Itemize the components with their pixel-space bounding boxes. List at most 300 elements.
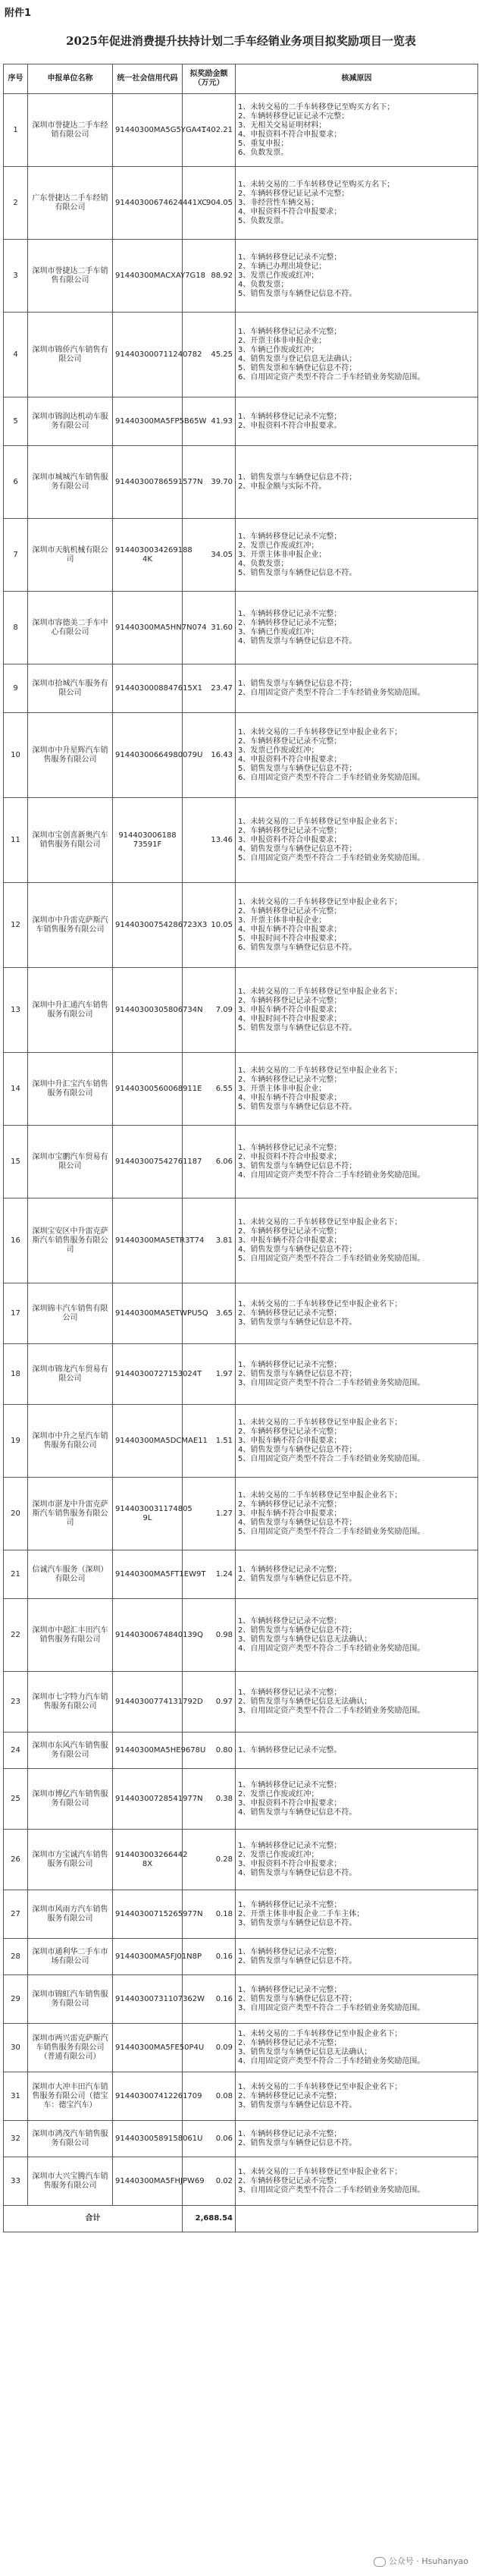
credit-code: 91440300674624441XC	[113, 167, 183, 240]
row-number: 28	[4, 1939, 28, 1975]
award-amount: 1.27	[183, 1478, 236, 1550]
reason-item: 3、申报资料不符合申报要求；	[238, 1798, 342, 1808]
reason-item: 1、未转交易的二手车转移登记至申报企业名下；	[238, 1299, 402, 1308]
reason-item: 4、申报车辆不符合申报要求；	[238, 1093, 342, 1102]
credit-code: 91440300MA5G5YGA4T	[113, 94, 183, 167]
award-amount: 0.09	[183, 2024, 236, 2072]
reason-item: 3、销售发票与车辆登记信息不符；	[238, 1161, 357, 1170]
reason-item: 4、销售发票与车辆登记信息不符；	[238, 1245, 357, 1254]
applicant-name: 深圳市誉捷达二手车经销有限公司	[28, 94, 113, 167]
credit-code: 91440300MACXAY7G18	[113, 240, 183, 313]
reason-item: 2、车辆转移登记记录不完整；	[238, 906, 342, 916]
reduction-reasons	[236, 968, 478, 1053]
reason-item: 3、销售发票与车辆登记信息不符。	[238, 1318, 357, 1327]
applicant-name: 深圳中升汇宝汽车销售服务有限公司	[28, 1053, 113, 1126]
applicant-name: 信诚汽车服务（深圳）有限公司	[28, 1550, 113, 1599]
table-row	[4, 1198, 478, 1283]
reason-item: 1、未转交易的二手车转移登记至申报企业名下；	[238, 2167, 402, 2176]
table-row	[4, 2121, 478, 2157]
reason-item: 4、销售发票与车辆登记信息不符；	[238, 844, 357, 853]
reason-item: 2、自用固定资产类型不符合二手车经销业务奖励范围。	[238, 688, 425, 697]
table-row	[4, 446, 478, 519]
row-number: 29	[4, 1975, 28, 2024]
reason-item: 3、销售发票与车辆登记信息不符。	[238, 2100, 357, 2109]
header-code: 统一社会信用代码	[113, 64, 183, 94]
reason-item: 1、未转交易的二手车转移登记至申报企业名下；	[238, 2029, 402, 2038]
applicant-name: 深圳市中升雷克萨斯汽车销售服务有限公司	[28, 883, 113, 968]
reason-item: 5、销售发票与车辆登记信息不符；	[238, 764, 357, 773]
reduction-reasons	[236, 1890, 478, 1939]
table-row	[4, 1830, 478, 1890]
reason-item: 1、车辆转移登记记录不完整；	[238, 253, 342, 262]
reason-item: 3、车辆已作废或红冲；	[238, 345, 319, 354]
reduction-reasons	[236, 1769, 478, 1830]
reason-item: 1、未转交易的二手车转移登记至申报企业名下；	[238, 817, 402, 826]
reduction-reasons	[236, 883, 478, 968]
header-no: 序号	[4, 64, 28, 94]
reason-item: 1、车辆转移登记记录不完整；	[238, 1900, 342, 1909]
row-number: 20	[4, 1478, 28, 1550]
reason-item: 3、无相关交易证明材料；	[238, 121, 327, 130]
credit-code: 91440300MA5FT1EW9T	[113, 1550, 183, 1599]
applicant-name: 深圳锦丰汽车销售有限公司	[28, 1283, 113, 1344]
total-amount: 2,688.54	[183, 2206, 236, 2232]
table-row	[4, 519, 478, 592]
award-table	[3, 64, 478, 2232]
reason-item: 2、销售发票与车辆登记信息不符；	[238, 1994, 357, 2003]
award-amount: 10.05	[183, 883, 236, 968]
award-amount: 13.46	[183, 798, 236, 883]
reduction-reasons	[236, 592, 478, 664]
reduction-reasons	[236, 798, 478, 883]
credit-code: 91440300MA5FJ01N8P	[113, 1939, 183, 1975]
award-amount: 904.05	[183, 167, 236, 240]
credit-code: 91440300754286723X3	[113, 883, 183, 968]
award-amount: 6.55	[183, 1053, 236, 1126]
reason-item: 6、自用固定资产类型不符合二手车经销业务奖励范围。	[238, 773, 425, 782]
reduction-reasons	[236, 313, 478, 397]
reason-item: 1、车辆转移登记记录不完整；	[238, 1688, 342, 1697]
reason-item: 2、车辆转移登记记录不完整；	[238, 996, 342, 1005]
credit-code: 9144030034269188 4K	[113, 519, 183, 592]
reason-item: 1、车辆转移登记记录不完整；	[238, 1616, 342, 1626]
reason-item: 3、开票主体非申报企业；	[238, 916, 327, 925]
total-reason-blank	[236, 2206, 478, 2232]
reason-item: 1、车辆转移登记记录不完整；	[238, 1985, 342, 1994]
credit-code: 91440300MA5ETR3T74	[113, 1198, 183, 1283]
reason-item: 4、自用固定资产类型不符合二手车经销业务奖励范围。	[238, 1644, 425, 1653]
reason-item: 1、车辆转移登记记录不完整；	[238, 412, 342, 421]
reason-item: 5、自用固定资产类型不符合二手车经销业务奖励范围。	[238, 1527, 425, 1536]
reason-item: 4、负数发票；	[238, 280, 289, 289]
attachment-label: 附件1	[5, 8, 32, 19]
reduction-reasons	[236, 1198, 478, 1283]
reason-item: 4、销售发票与登记信息无法确认；	[238, 354, 357, 363]
applicant-name: 深圳市鸿茂汽车销售服务有限公司	[28, 2121, 113, 2157]
reason-item: 2、申报资料不符合申报要求；	[238, 1152, 342, 1161]
applicant-name: 深圳市城城汽车销售服务有限公司	[28, 446, 113, 519]
reduction-reasons	[236, 1599, 478, 1672]
reduction-reasons	[236, 2024, 478, 2072]
award-amount: 1.24	[183, 1550, 236, 1599]
reason-item: 2、销售发票与车辆登记信息不符；	[238, 1369, 357, 1378]
reason-item: 3、自用固定资产类型不符合二手车经销业务奖励范围。	[238, 2185, 425, 2194]
award-amount: 0.18	[183, 1890, 236, 1939]
reason-item: 1、车辆转移登记记录不完整；	[238, 1780, 342, 1789]
reason-item: 1、未转交易的二手车转移登记至购买方名下；	[238, 102, 395, 112]
reason-item: 5、自用固定资产类型不符合二手车经销业务奖励范围。	[238, 853, 425, 862]
row-number: 14	[4, 1053, 28, 1126]
reason-item: 1、未转交易的二手车转移登记至购买方名下；	[238, 180, 395, 189]
row-number: 31	[4, 2072, 28, 2121]
credit-code: 9144030031174805 9L	[113, 1478, 183, 1550]
reason-item: 2、车辆转移登记证记录不完整；	[238, 112, 349, 121]
table-row	[4, 167, 478, 240]
reason-item: 4、申报资料不符合申报要求；	[238, 207, 342, 216]
table-row	[4, 1344, 478, 1405]
table-row	[4, 94, 478, 167]
applicant-name: 广东誉捷达二手车经销有限公司	[28, 167, 113, 240]
award-amount: 0.06	[183, 2121, 236, 2157]
reason-item: 4、销售发票与车辆登记信息不符。	[238, 1868, 357, 1877]
award-amount: 0.16	[183, 1975, 236, 2024]
award-amount: 3.81	[183, 1198, 236, 1283]
table-row	[4, 1890, 478, 1939]
applicant-name: 深圳市宝鹏汽车贸易有限公司	[28, 1126, 113, 1198]
reason-item: 1、未转交易的二手车转移登记至申报企业名下；	[238, 1491, 402, 1500]
reduction-reasons	[236, 1672, 478, 1733]
table-row	[4, 713, 478, 798]
table-row	[4, 1672, 478, 1733]
reason-item: 2、销售发票与车辆登记信息不符。	[238, 1956, 357, 1965]
reason-item: 3、申报车辆不符合申报要求；	[238, 1236, 342, 1245]
reason-item: 1、车辆转移登记记录不完整；	[238, 609, 342, 618]
reason-item: 1、未转交易的二手车转移登记至申报企业名下；	[238, 727, 402, 737]
table-row	[4, 592, 478, 664]
header-reason: 核减原因	[236, 64, 478, 94]
award-amount: 88.92	[183, 240, 236, 313]
reason-item: 1、未转交易的二手车转移登记至申报企业名下；	[238, 2082, 402, 2091]
row-number: 5	[4, 397, 28, 446]
reason-item: 4、申报资料不符合申报要求；	[238, 755, 342, 764]
reason-item: 3、销售发票与车辆登记信息无法确认；	[238, 2047, 372, 2056]
reason-item: 1、车辆转移登记记录不完整；	[238, 1841, 342, 1850]
reason-item: 3、自用固定资产类型不符合二手车经销业务奖励范围。	[238, 2003, 425, 2012]
reduction-reasons	[236, 1053, 478, 1126]
credit-code: 91440300674840139Q	[113, 1599, 183, 1672]
reason-item: 3、自用固定资产类型不符合二手车经销业务奖励范围。	[238, 1378, 425, 1387]
award-amount: 0.28	[183, 1830, 236, 1890]
applicant-name: 深圳市锦润达机动车服务有限公司	[28, 397, 113, 446]
table-row	[4, 798, 478, 883]
applicant-name: 深圳市锦侨汽车销售有限公司	[28, 313, 113, 397]
row-number: 30	[4, 2024, 28, 2072]
reason-item: 1、销售发票与车辆登记信息不符；	[238, 679, 357, 688]
credit-code: 91440300MA5HN7N074	[113, 592, 183, 664]
award-amount: 1.97	[183, 1344, 236, 1405]
reduction-reasons	[236, 1939, 478, 1975]
credit-code: 91440300731107362W	[113, 1975, 183, 2024]
reason-item: 4、自用固定资产类型不符合二手车经销业务奖励范围。	[238, 1170, 425, 1180]
reason-item: 6、自用固定资产类型不符合二手车经销业务奖励范围。	[238, 372, 425, 382]
reason-item: 2、销售发票与车辆登记信息不符；	[238, 1626, 357, 1635]
reduction-reasons	[236, 1126, 478, 1198]
reason-item: 2、车辆转移登记记录不完整；	[238, 1308, 342, 1318]
applicant-name: 深圳市博亿汽车销售服务有限公司	[28, 1769, 113, 1830]
credit-code: 91440300MA5FE50P4U	[113, 2024, 183, 2072]
applicant-name: 深圳市容德美二手车中心有限公司	[28, 592, 113, 664]
reason-item: 1、车辆转移登记记录不完整；	[238, 1143, 342, 1152]
table-row	[4, 1550, 478, 1599]
table-row	[4, 1053, 478, 1126]
reason-item: 2、车辆已办理出境登记；	[238, 262, 327, 271]
award-amount: 45.25	[183, 313, 236, 397]
award-amount: 39.70	[183, 446, 236, 519]
award-amount: 3.65	[183, 1283, 236, 1344]
reason-item: 4、自用固定资产类型不符合二手车经销业务奖励范围。	[238, 2056, 425, 2066]
reason-item: 6、负数发票。	[238, 148, 289, 157]
row-number: 3	[4, 240, 28, 313]
applicant-name: 深圳市宝创喜新奥汽车销售服务有限公司	[28, 798, 113, 883]
credit-code: 91440300MA5HE9678U	[113, 1733, 183, 1769]
credit-code: 91440300786591577N	[113, 446, 183, 519]
row-number: 12	[4, 883, 28, 968]
award-amount: 0.16	[183, 1939, 236, 1975]
credit-code: 91440300715265977N	[113, 1890, 183, 1939]
reason-item: 3、销售发票与车辆登记信息不符。	[238, 1918, 357, 1927]
row-number: 13	[4, 968, 28, 1053]
applicant-name: 深圳市锦虹汽车销售服务有限公司	[28, 1975, 113, 2024]
reason-item: 2、车辆转移登记证记录不完整；	[238, 189, 349, 198]
applicant-name: 深圳中升汇通汽车销售服务有限公司	[28, 968, 113, 1053]
table-row	[4, 240, 478, 313]
row-number: 26	[4, 1830, 28, 1890]
reason-item: 3、车辆已作废或红冲；	[238, 627, 319, 636]
reduction-reasons	[236, 519, 478, 592]
row-number: 15	[4, 1126, 28, 1198]
row-number: 19	[4, 1405, 28, 1478]
row-number: 11	[4, 798, 28, 883]
reason-item: 4、申报时间不符合申报要求；	[238, 1014, 342, 1023]
reduction-reasons	[236, 1344, 478, 1405]
reduction-reasons	[236, 1283, 478, 1344]
reason-item: 3、非经营性车辆交易；	[238, 198, 319, 207]
reduction-reasons	[236, 1550, 478, 1599]
award-amount: 0.02	[183, 2157, 236, 2206]
award-amount: 41.93	[183, 397, 236, 446]
reason-item: 4、申报车辆不符合申报要求；	[238, 925, 342, 934]
applicant-name: 深圳市大兴宝腾汽车销售服务有限公司	[28, 2157, 113, 2206]
applicant-name: 深圳市中升星辉汽车销售服务有限公司	[28, 713, 113, 798]
reason-item: 1、未转交易的二手车转移登记至申报企业名下；	[238, 1217, 402, 1227]
applicant-name: 深圳市通利华二手车市场有限公司	[28, 1939, 113, 1975]
table-row	[4, 1126, 478, 1198]
reason-item: 1、未转交易的二手车转移登记至申报企业名下；	[238, 897, 402, 906]
reduction-reasons	[236, 1975, 478, 2024]
applicant-name: 深圳市方宝诚汽车销售服务有限公司	[28, 1830, 113, 1890]
reason-item: 3、申报资料不符合申报要求；	[238, 1859, 342, 1868]
applicant-name: 深圳市大冲丰田汽车销售服务有限公司（德宝车：德宝汽车）	[28, 2072, 113, 2121]
reason-item: 2、发票已作废或红冲；	[238, 1789, 319, 1798]
reason-item: 5、销售发票和车辆登记信息不符；	[238, 363, 357, 372]
award-amount: 7.09	[183, 968, 236, 1053]
reason-item: 3、申报资料不符合申报要求；	[238, 835, 342, 844]
reason-item: 2、开票主体非申报企业二手车主体；	[238, 1909, 365, 1918]
applicant-name: 深圳市两兴雷克萨斯汽车销售服务有限公司（普通有限公司）	[28, 2024, 113, 2072]
award-amount: 0.08	[183, 2072, 236, 2121]
reason-item: 2、车辆转移登记记录不完整；	[238, 1500, 342, 1509]
credit-code: 91440300589158061U	[113, 2121, 183, 2157]
table-row	[4, 2024, 478, 2072]
reason-item: 2、车辆转移登记记录不完整；	[238, 1227, 342, 1236]
award-amount: 34.05	[183, 519, 236, 592]
reduction-reasons	[236, 446, 478, 519]
row-number: 21	[4, 1550, 28, 1599]
reason-item: 6、销售发票与车辆登记信息不符。	[238, 943, 357, 952]
reason-item: 5、销售发票与车辆登记信息不符。	[238, 289, 357, 298]
applicant-name: 深圳市锦龙汽车贸易有限公司	[28, 1344, 113, 1405]
reason-item: 1、车辆转移登记记录不完整；	[238, 1947, 342, 1956]
reason-item: 2、车辆转移登记记录不完整；	[238, 2176, 342, 2185]
reason-item: 2、发票已作废或红冲；	[238, 1850, 319, 1859]
reason-item: 3、申报车辆不符合申报要求；	[238, 1436, 342, 1445]
row-number: 2	[4, 167, 28, 240]
reason-item: 4、申报资料不符合申报要求；	[238, 130, 342, 139]
applicant-name: 深圳市风雨方汽车销售服务有限公司	[28, 1890, 113, 1939]
applicant-name: 深圳市拾城汽车服务有限公司	[28, 664, 113, 713]
award-amount: 16.43	[183, 713, 236, 798]
table-row	[4, 1478, 478, 1550]
applicant-name: 深圳市天航机械有限公司	[28, 519, 113, 592]
reason-item: 5、申报时间不符合申报要求；	[238, 934, 342, 943]
reason-item: 5、自用固定资产类型不符合二手车经销业务奖励范围。	[238, 1254, 425, 1263]
reason-item: 5、重复申报；	[238, 139, 289, 148]
reduction-reasons	[236, 1478, 478, 1550]
row-number: 8	[4, 592, 28, 664]
reason-item: 2、车辆转移登记记录不完整；	[238, 2091, 342, 2100]
credit-code: 91440300MA5FP5B65W	[113, 397, 183, 446]
reason-item: 4、销售发票与车辆登记信息不符；	[238, 1518, 357, 1527]
credit-code: 91440300MA5FHJPW69	[113, 2157, 183, 2206]
reason-item: 1、车辆转移登记记录不完整。	[238, 1745, 342, 1755]
reason-item: 5、销售发票与车辆登记信息不符。	[238, 568, 357, 577]
reason-item: 5、自用固定资产类型不符合二手车经销业务奖励范围。	[238, 1454, 425, 1463]
reason-item: 5、销售发票与车辆登记信息不符。	[238, 1023, 357, 1032]
table-row	[4, 1769, 478, 1830]
total-row	[4, 2206, 478, 2232]
row-number: 24	[4, 1733, 28, 1769]
row-number: 18	[4, 1344, 28, 1405]
reduction-reasons	[236, 1405, 478, 1478]
row-number: 32	[4, 2121, 28, 2157]
reason-item: 2、销售发票与车辆登记信息不符。	[238, 2138, 357, 2147]
award-amount: 31.60	[183, 592, 236, 664]
reason-item: 3、开票主体非申报企业；	[238, 1084, 327, 1093]
reason-item: 3、开票主体非申报企业；	[238, 550, 327, 559]
award-amount: 0.98	[183, 1599, 236, 1672]
reason-item: 2、车辆转移登记记录不完整；	[238, 1075, 342, 1084]
row-number: 10	[4, 713, 28, 798]
table-row	[4, 1975, 478, 2024]
applicant-name: 深圳市中升之星汽车销售服务有限公司	[28, 1405, 113, 1478]
row-number: 33	[4, 2157, 28, 2206]
reduction-reasons	[236, 713, 478, 798]
reason-item: 1、车辆转移登记记录不完整；	[238, 1565, 342, 1574]
reduction-reasons	[236, 2121, 478, 2157]
total-label: 合计	[4, 2206, 183, 2232]
applicant-name: 深圳市誉捷达二手车销售有限公司	[28, 240, 113, 313]
credit-code: 91440300560068911E	[113, 1053, 183, 1126]
reduction-reasons	[236, 664, 478, 713]
reason-item: 2、车辆转移登记记录不完整；	[238, 618, 342, 627]
row-number: 7	[4, 519, 28, 592]
reason-item: 3、销售发票与车辆登记信息无法确认；	[238, 1635, 372, 1644]
credit-code: 914403000711240782	[113, 313, 183, 397]
reason-item: 4、销售发票与车辆登记信息不符。	[238, 636, 357, 646]
reason-item: 4、销售发票与车辆登记信息不符。	[238, 1808, 357, 1817]
header-amount: 拟奖励金额（万元）	[183, 64, 236, 94]
reason-item: 3、发票已作废或红冲；	[238, 746, 319, 755]
reason-item: 2、销售发票与车辆登记信息不符。	[238, 1574, 357, 1583]
table-row	[4, 1405, 478, 1478]
award-amount: 6.06	[183, 1126, 236, 1198]
row-number: 17	[4, 1283, 28, 1344]
award-amount: 0.38	[183, 1769, 236, 1830]
credit-code: 91440300727153024T	[113, 1344, 183, 1405]
applicant-name: 深圳市湛龙中升雷克萨斯汽车销售服务有限公司	[28, 1478, 113, 1550]
row-number: 16	[4, 1198, 28, 1283]
award-amount: 0.80	[183, 1733, 236, 1769]
applicant-name: 深圳市东风汽车销售服务有限公司	[28, 1733, 113, 1769]
reason-item: 3、发票已作废或红冲；	[238, 271, 319, 280]
table-row	[4, 313, 478, 397]
credit-code: 91440300728541977N	[113, 1769, 183, 1830]
table-row	[4, 1939, 478, 1975]
applicant-name: 深圳宝安区中升雷克萨斯汽车销售服务有限公司	[28, 1198, 113, 1283]
award-amount: 0.97	[183, 1672, 236, 1733]
applicant-name: 深圳市七字特力汽车销售服务有限公司	[28, 1672, 113, 1733]
table-row	[4, 397, 478, 446]
table-row	[4, 2157, 478, 2206]
watermark-text: 公众号 · Hsuhanyao	[388, 2556, 468, 2566]
reason-item: 2、车辆转移登记记录不完整；	[238, 737, 342, 746]
reason-item: 2、销售发票与车辆登记信息无法确认；	[238, 1697, 372, 1706]
reason-item: 2、开票主体非申报企业；	[238, 336, 327, 345]
reason-item: 1、车辆转移登记记录不完整；	[238, 1360, 342, 1369]
table-row	[4, 883, 478, 968]
reduction-reasons	[236, 94, 478, 167]
credit-code: 914403006188 73591F	[113, 798, 183, 883]
credit-code: 91440300MA5ETWPU5Q	[113, 1283, 183, 1344]
row-number: 23	[4, 1672, 28, 1733]
row-number: 4	[4, 313, 28, 397]
reason-item: 2、申报金额与实际不符。	[238, 482, 327, 491]
reason-item: 2、车辆转移登记记录不完整；	[238, 1427, 342, 1436]
reduction-reasons	[236, 240, 478, 313]
reason-item: 1、车辆转移登记记录不完整；	[238, 2129, 342, 2138]
credit-code: 91440300774131792D	[113, 1672, 183, 1733]
reduction-reasons	[236, 2157, 478, 2206]
row-number: 27	[4, 1890, 28, 1939]
reduction-reasons	[236, 1733, 478, 1769]
table-row	[4, 1283, 478, 1344]
reason-item: 2、车辆转移登记记录不完整；	[238, 2038, 342, 2047]
wechat-icon	[374, 2557, 386, 2567]
header-name: 申报单位名称	[28, 64, 113, 94]
reason-item: 1、车辆转移登记记录不完整；	[238, 327, 342, 336]
watermark	[374, 2555, 468, 2567]
reason-item: 1、车辆转移登记记录不完整；	[238, 532, 342, 541]
